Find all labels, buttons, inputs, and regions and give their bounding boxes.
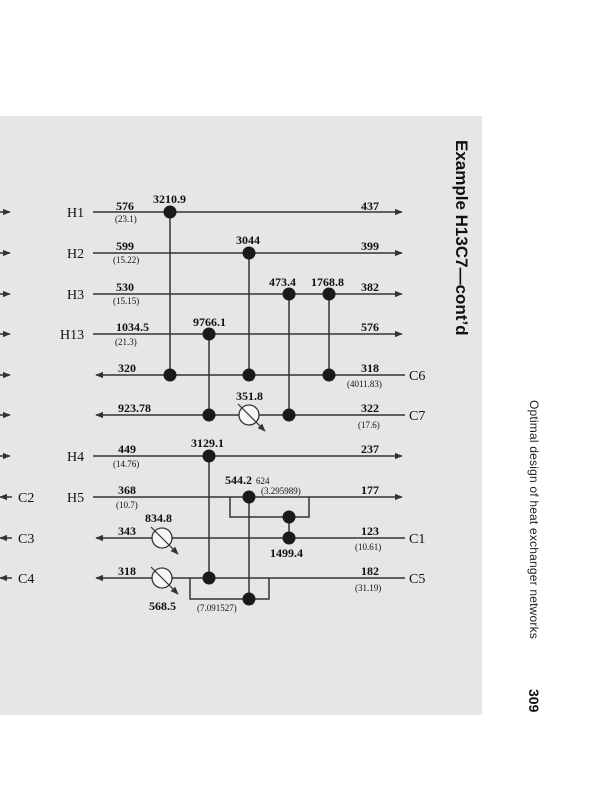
stream-label-h2: H2 — [67, 247, 85, 262]
exchanger-node — [323, 369, 336, 382]
exchanger-node — [243, 491, 256, 504]
inlet-temp: 318 — [361, 361, 379, 375]
inlet-temp: 449 — [118, 442, 136, 456]
cp-value: (15.15) — [113, 296, 140, 306]
outlet-temp: 923.78 — [118, 401, 151, 415]
utility-duty: 568.5 — [149, 599, 176, 613]
inlet-temp: 123 — [361, 524, 379, 538]
exchanger-node — [323, 288, 336, 301]
cp-value: (10.61) — [355, 542, 382, 552]
stream-label-c1: C1 — [409, 532, 426, 547]
exchanger-duty: 3129.1 — [191, 436, 224, 450]
outlet-temp: 382 — [361, 280, 379, 294]
cp-value: (15.22) — [113, 255, 140, 265]
exchanger-duty: 544.2 — [225, 473, 252, 487]
inlet-temp: 322 — [361, 401, 379, 415]
utility-duty: 834.8 — [145, 511, 172, 525]
exchanger-node — [283, 532, 296, 545]
inlet-temp: 368 — [118, 483, 136, 497]
exchanger-node — [283, 409, 296, 422]
cp-value: (21.3) — [115, 337, 137, 347]
outlet-temp: 399 — [361, 239, 379, 253]
figure-title: Example H13C7—cont’d — [452, 140, 471, 336]
inlet-temp: 530 — [116, 280, 134, 294]
stream-label-c7: C7 — [409, 409, 426, 424]
cp-value: (17.6) — [358, 420, 380, 430]
cp-value: (10.7) — [116, 500, 138, 510]
inlet-temp: 576 — [116, 199, 134, 213]
cp-value: (4011.83) — [347, 379, 382, 389]
stream-label-c4: C4 — [18, 572, 35, 587]
exchanger-node — [203, 409, 216, 422]
exchanger-duty: 473.4 — [269, 275, 296, 289]
utility-duty: 351.8 — [236, 389, 263, 403]
inlet-temp: 1034.5 — [116, 320, 149, 334]
stream-label-c6: C6 — [409, 369, 426, 384]
split-fraction: (7.091527) — [197, 603, 237, 613]
cp-value: (14.76) — [113, 459, 140, 469]
outlet-temp: 437 — [361, 199, 379, 213]
running-header: Optimal design of heat exchanger networks — [527, 400, 541, 639]
exchanger-node — [203, 328, 216, 341]
page-number: 309 — [526, 689, 542, 713]
exchanger-node — [243, 247, 256, 260]
outlet-temp: 343 — [118, 524, 136, 538]
exchanger-duty: 3210.9 — [153, 192, 186, 206]
stream-label-h13: H13 — [60, 328, 85, 343]
inlet-temp: 182 — [361, 564, 379, 578]
outlet-temp: 177 — [361, 483, 379, 497]
exchanger-duty: 3044 — [236, 233, 260, 247]
exchanger-node — [243, 369, 256, 382]
exchanger-node — [203, 450, 216, 463]
exchanger-duty-suffix: 624 — [256, 476, 270, 486]
stream-label-h5: H5 — [67, 491, 85, 506]
exchanger-duty: 9766.1 — [193, 315, 226, 329]
cp-value: (23.1) — [115, 214, 137, 224]
stream-label-h1: H1 — [67, 206, 85, 221]
exchanger-node — [164, 206, 177, 219]
stream-label-c5: C5 — [409, 572, 426, 587]
exchanger-node — [203, 572, 216, 585]
split-branch-c5 — [190, 578, 269, 599]
stream-label-h3: H3 — [67, 288, 85, 303]
exchanger-duty: 1768.8 — [311, 275, 344, 289]
cp-value: (31.19) — [355, 583, 382, 593]
outlet-temp: 237 — [361, 442, 379, 456]
outlet-temp: 318 — [118, 564, 136, 578]
split-fraction: (3.295989) — [261, 486, 301, 496]
outlet-temp: 320 — [118, 361, 136, 375]
stream-label-c3: C3 — [18, 532, 35, 547]
exchanger-node — [283, 511, 296, 524]
stream-label-h4: H4 — [67, 450, 85, 465]
inlet-temp: 599 — [116, 239, 134, 253]
split-branch-h5 — [230, 497, 309, 517]
stream-label-c2: C2 — [18, 491, 35, 506]
exchanger-node — [243, 593, 256, 606]
exchanger-node — [164, 369, 177, 382]
exchanger-node — [283, 288, 296, 301]
exchanger-duty: 1499.4 — [270, 546, 303, 560]
outlet-temp: 576 — [361, 320, 379, 334]
